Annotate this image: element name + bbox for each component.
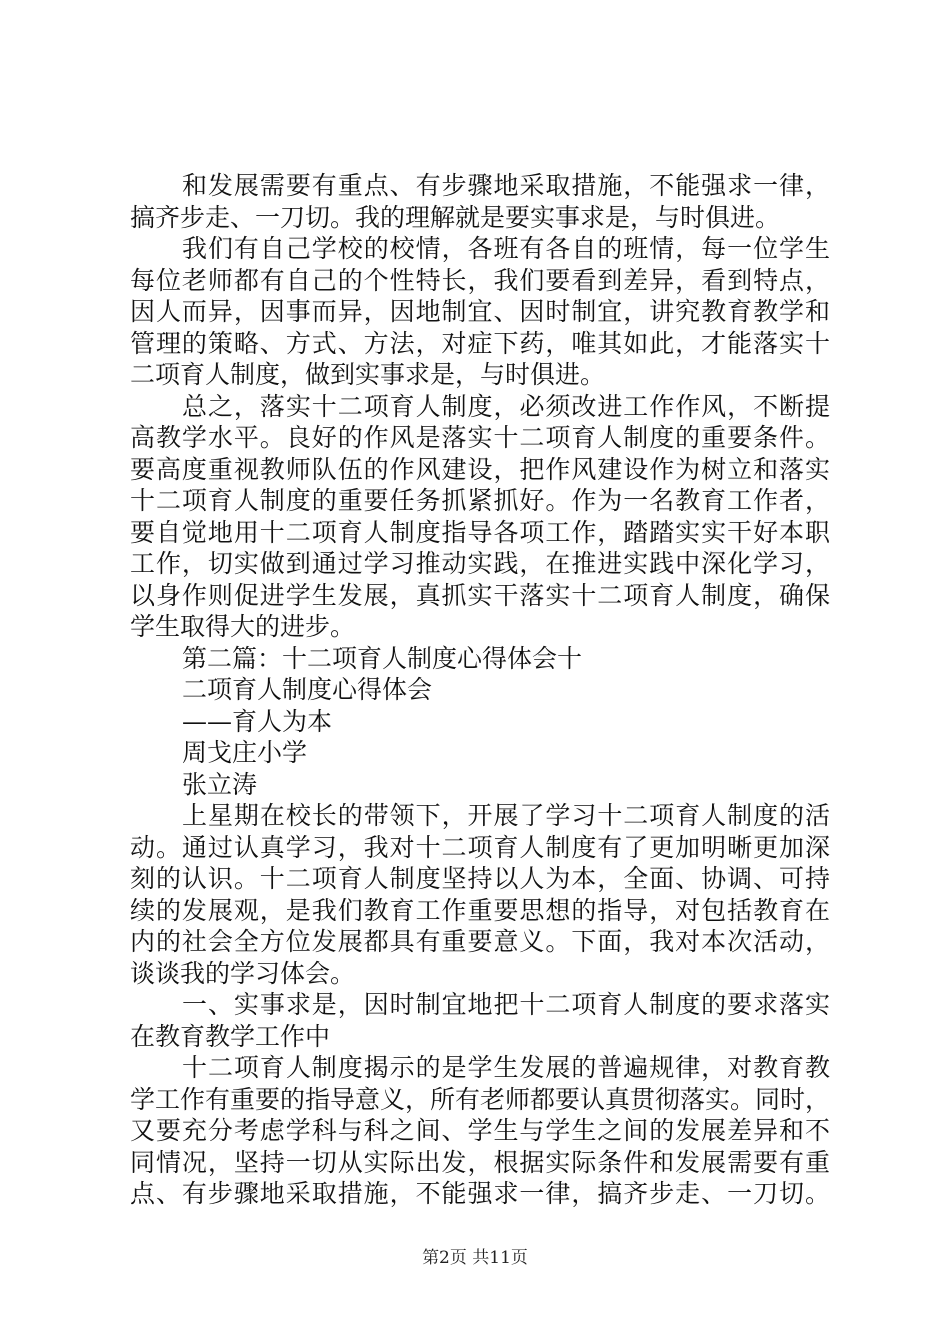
text-line: 一、实事求是，因时制宜地把十二项育人制度的要求落实: [182, 990, 830, 1019]
text-line: 续的发展观，是我们教育工作重要思想的指导，对包括教育在: [130, 895, 830, 925]
text-line: 工作，切实做到通过学习推动实践，在推进实践中深化学习，: [130, 549, 830, 578]
text-line: 动。通过认真学习，我对十二项育人制度有了更加明晰更加深: [130, 832, 830, 862]
text-line: 搞齐步走、一刀切。我的理解就是要实事求是，与时俱进。: [130, 202, 781, 232]
text-line: 因人而异，因事而异，因地制宜、因时制宜，讲究教育教学和: [130, 297, 830, 326]
text-line: 谈谈我的学习体会。: [130, 958, 356, 988]
text-line: 内的社会全方位发展都具有重要意义。下面，我对本次活动，: [130, 927, 830, 956]
text-line: 总之，落实十二项育人制度，必须改进工作作风，不断提: [182, 391, 830, 421]
text-line: 刻的认识。十二项育人制度坚持以人为本，全面、协调、可持: [130, 864, 830, 893]
page-footer: 第2页 共11页: [422, 1248, 528, 1268]
text-line: 二项育人制度心得体会: [182, 675, 433, 704]
text-line: 上星期在校长的带领下，开展了学习十二项育人制度的活: [182, 801, 830, 830]
text-line: 我们有自己学校的校情，各班有各自的班情，每一位学生: [182, 234, 830, 263]
text-line: 管理的策略、方式、方法，对症下药，唯其如此，才能落实十: [130, 328, 830, 358]
text-line: 以身作则促进学生发展，真抓实干落实十二项育人制度，确保: [130, 580, 830, 610]
text-line: 二项育人制度，做到实事求是，与时俱进。: [130, 360, 606, 389]
text-line: 十二项育人制度揭示的是学生发展的普遍规律，对教育教: [182, 1053, 830, 1082]
text-line: 周戈庄小学: [182, 738, 308, 767]
text-line: 和发展需要有重点、有步骤地采取措施，不能强求一律，: [182, 171, 830, 200]
text-line: 第二篇：十二项育人制度心得体会十: [182, 643, 583, 673]
text-line: 学工作有重要的指导意义，所有老师都要认真贯彻落实。同时，: [130, 1084, 831, 1114]
document-body: [130, 170, 830, 1210]
text-line: 同情况，坚持一切从实际出发，根据实际条件和发展需要有重: [130, 1147, 830, 1177]
text-line: 要自觉地用十二项育人制度指导各项工作，踏踏实实干好本职: [130, 517, 830, 547]
text-line: 要高度重视教师队伍的作风建设，把作风建设作为树立和落实: [130, 454, 830, 484]
text-line: ——育人为本: [182, 706, 333, 736]
text-line: 又要充分考虑学科与科之间、学生与学生之间的发展差异和不: [130, 1116, 830, 1145]
text-line: 每位老师都有自己的个性特长，我们要看到差异，看到特点，: [130, 265, 830, 295]
text-line: 十二项育人制度的重要任务抓紧抓好。作为一名教育工作者，: [130, 486, 830, 515]
text-line: 在教育教学工作中: [130, 1021, 331, 1051]
text-line: 学生取得大的进步。: [130, 612, 356, 641]
text-line: 高教学水平。良好的作风是落实十二项育人制度的重要条件。: [130, 423, 830, 452]
text-line: 张立涛: [182, 769, 258, 799]
text-line: 点、有步骤地采取措施，不能强求一律，搞齐步走、一刀切。: [130, 1179, 830, 1208]
